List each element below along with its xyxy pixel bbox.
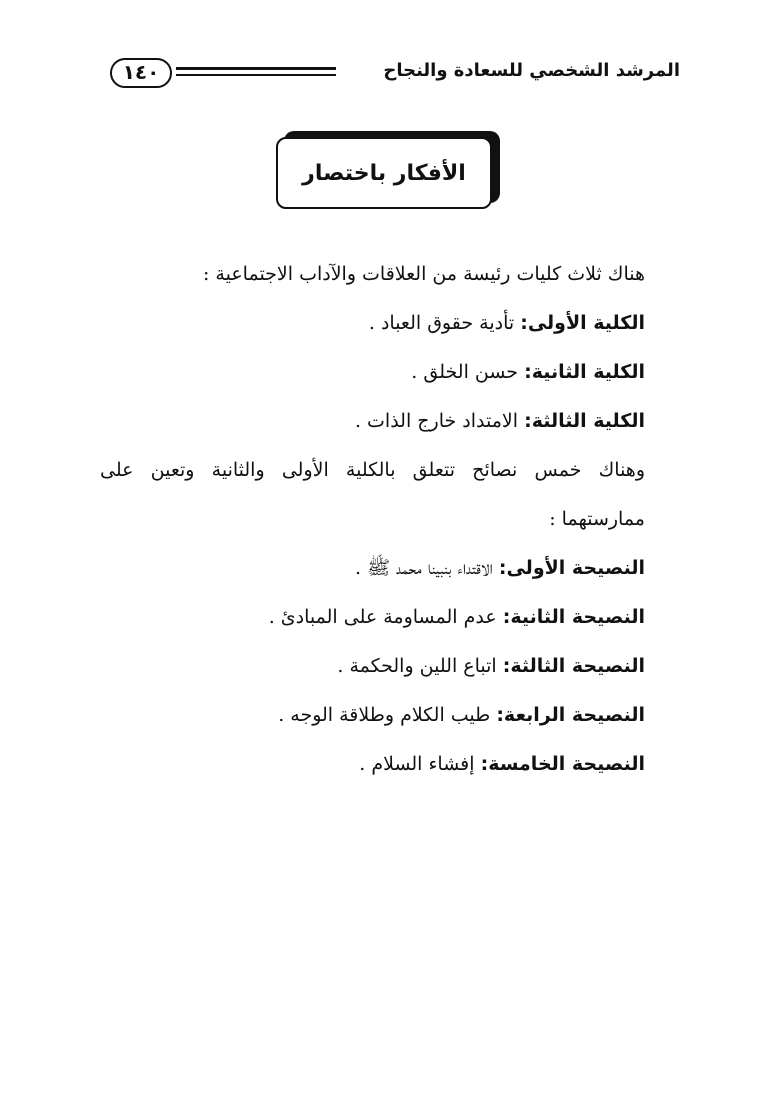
principle-item — [100, 348, 645, 397]
advice-item — [100, 691, 645, 740]
advice-text: إفشاء السلام . — [359, 753, 475, 775]
principle-text: حسن الخلق . — [411, 361, 519, 383]
intro-advice: وهناك خمس نصائح تتعلق بالكلية الأولى والثانية وتعين على ممارستهما : — [100, 459, 645, 530]
principle-label: الكلية الأولى: — [520, 312, 645, 334]
advice-item — [100, 642, 645, 691]
advice-text: عدم المساومة على المبادئ . — [268, 606, 497, 628]
advice-text: طيب الكلام وطلاقة الوجه . — [278, 704, 491, 726]
advice-text: اتباع اللين والحكمة . — [337, 655, 497, 677]
page-content — [100, 250, 645, 789]
advice-text: الاقتداء بنبينا محمد ﷺ . — [354, 557, 493, 579]
advice-label: النصيحة الأولى: — [498, 557, 645, 579]
advice-label: النصيحة الثالثة: — [502, 655, 645, 677]
principle-text: الامتداد خارج الذات . — [354, 410, 519, 432]
page-number: ١٤٠ — [110, 58, 172, 88]
advice-label: النصيحة الخامسة: — [480, 753, 645, 775]
advice-item — [100, 593, 645, 642]
advice-label: النصيحة الثانية: — [502, 606, 645, 628]
principle-item — [100, 299, 645, 348]
intro-principles: هناك ثلاث كليات رئيسة من العلاقات والآداب الاجتماعية : — [202, 263, 645, 285]
advice-item — [100, 544, 645, 593]
principle-text: تأدية حقوق العباد . — [368, 312, 515, 334]
header-rule — [176, 67, 336, 76]
section-title-frame — [276, 131, 502, 209]
principle-item — [100, 397, 645, 446]
section-title: الأفكار باختصار — [276, 137, 492, 209]
page-header — [100, 58, 680, 92]
book-title: المرشد الشخصي للسعادة والنجاح — [383, 60, 680, 81]
advice-item — [100, 740, 645, 789]
principle-label: الكلية الثانية: — [524, 361, 645, 383]
advice-label: النصيحة الرابعة: — [496, 704, 645, 726]
principle-label: الكلية الثالثة: — [524, 410, 645, 432]
